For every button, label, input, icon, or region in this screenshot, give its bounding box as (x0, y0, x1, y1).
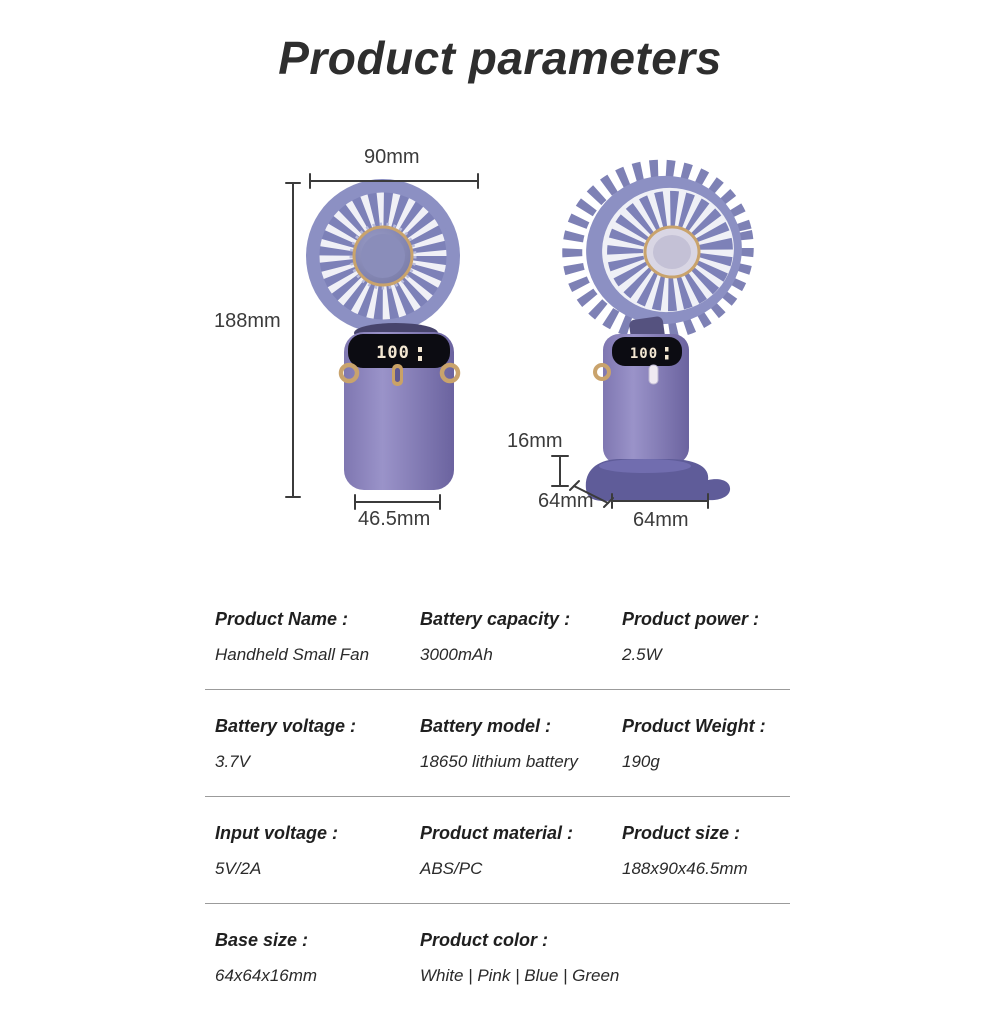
display-value: 100 (629, 346, 659, 362)
spec-value: 2.5W (622, 645, 662, 664)
dimension-label-head-width: 90mm (364, 146, 420, 168)
power-button (649, 365, 658, 384)
spec-row-1 (205, 595, 790, 690)
spec-row-2 (205, 690, 790, 797)
spec-value: ABS/PC (420, 859, 483, 878)
display-value: 100 (376, 343, 410, 363)
spec-value: 190g (622, 752, 660, 771)
spec-label: Product Weight : (622, 716, 766, 736)
fan-side-illustration (557, 154, 759, 501)
spec-value: White | Pink | Blue | Green (420, 966, 620, 985)
spec-cell-product-power (622, 609, 790, 665)
fan-illustrations (0, 140, 1000, 570)
spec-label: Base size : (215, 930, 309, 950)
spec-value: 188x90x46.5mm (622, 859, 748, 878)
spec-cell-product-size (622, 823, 790, 879)
spec-value: 5V/2A (215, 859, 262, 878)
dimension-label-body-depth: 46.5mm (358, 508, 431, 530)
spec-value: 3000mAh (420, 645, 493, 664)
spec-cell-battery-model (420, 716, 622, 772)
spec-value: 3.7V (215, 752, 250, 771)
spec-cell-product-color (420, 930, 790, 986)
spec-label: Product material : (420, 823, 574, 843)
dimension-label-base-height: 16mm (507, 430, 563, 452)
spec-cell-battery-voltage (215, 716, 420, 772)
spec-cell-base-size (215, 930, 420, 986)
spec-label: Battery voltage : (215, 716, 357, 736)
spec-label: Product color : (420, 930, 549, 950)
spec-label: Battery capacity : (420, 609, 571, 629)
spec-cell-product-weight (622, 716, 790, 772)
spec-row-3 (205, 797, 790, 904)
spec-value: 18650 lithium battery (420, 752, 578, 771)
spec-label: Product size : (622, 823, 741, 843)
spec-value: Handheld Small Fan (215, 645, 370, 664)
spec-cell-input-voltage (215, 823, 420, 879)
dimension-label-base-depth: 64mm (538, 490, 594, 512)
spec-cell-battery-capacity (420, 609, 622, 665)
spec-value: 64x64x16mm (215, 966, 318, 985)
spec-table (205, 595, 790, 1010)
spec-label: Product power : (622, 609, 760, 629)
spec-cell-product-material (420, 823, 622, 879)
dimension-label-base-width: 64mm (633, 509, 689, 531)
spec-label: Battery model : (420, 716, 552, 736)
spec-label: Product Name : (215, 609, 349, 629)
page-title: Product parameters (278, 31, 722, 84)
spec-cell-product-name (215, 609, 420, 665)
spec-row-4 (205, 904, 790, 1010)
fan-front-illustration (306, 179, 460, 490)
spec-label: Input voltage : (215, 823, 338, 843)
dimension-label-total-height: 188mm (214, 310, 281, 332)
